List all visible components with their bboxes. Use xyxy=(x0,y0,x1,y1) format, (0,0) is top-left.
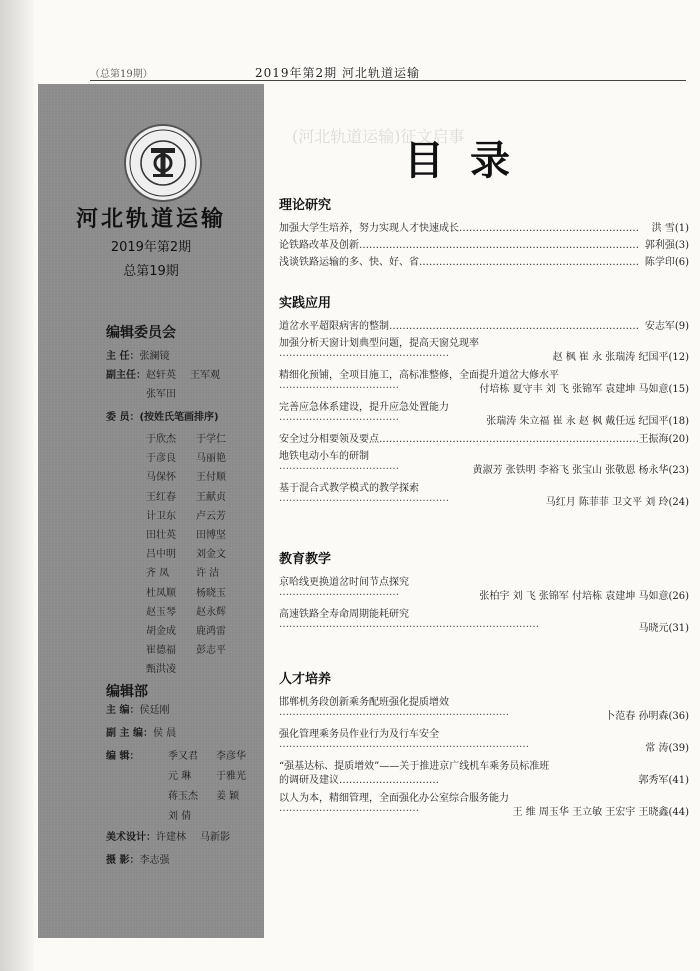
toc-leader-dots: …………………………………………………………………… xyxy=(279,619,539,630)
toc-entry-title: 高速铁路全寿命周期能耗研究 xyxy=(279,609,409,620)
period-tag: （总第19期） xyxy=(90,69,153,80)
toc-entry-title: 邯郸机务段创新乘务配班强化提质增效 xyxy=(279,697,449,708)
editorial-board-title: 编辑委员会 xyxy=(106,325,176,341)
toc-entry-authors: 赵 枫 崔 永 张瑞涛 纪国平(12) xyxy=(552,352,689,363)
toc-entry-title: 精细化预铺，全项目施工，高标准整修，全面提升道岔大修水平 xyxy=(279,370,559,381)
vice-director-label: 副主任： xyxy=(106,370,146,381)
toc-entry-title: 浅谈铁路运输的多、快、好、省………………………………………………………… xyxy=(279,257,639,268)
editor-name: 姜 颖 xyxy=(216,791,240,802)
toc-category: 人才培养 xyxy=(279,672,332,687)
toc-entry[interactable] xyxy=(279,479,689,509)
toc-entry-authors: 洪 雪(1) xyxy=(651,223,689,234)
toc-leader-dots: ……………………………… xyxy=(279,587,399,598)
toc-entry[interactable] xyxy=(279,447,689,477)
board-member-name: 齐 凤 xyxy=(146,568,170,580)
toc-entry-title: 论铁路改革及创新………………………………………………………………………… xyxy=(279,240,639,251)
toc-entry-authors: 郭利强(3) xyxy=(644,240,689,251)
board-member-name: 甄洪凌 xyxy=(146,664,176,676)
members-label: 委 员： xyxy=(106,412,140,423)
board-member-name: 计卫东 xyxy=(146,510,176,522)
board-member-name: 田博坚 xyxy=(196,530,226,541)
toc-entry[interactable] xyxy=(279,317,689,333)
toc-entry-authors: 马晓元(31) xyxy=(638,623,689,634)
toc-entry-authors: 黄淑芳 张铁明 李裕飞 张宝山 张敬恩 杨永华(23) xyxy=(472,465,689,476)
total-issue-line: 总第19期 xyxy=(123,264,179,279)
director-row xyxy=(106,347,169,362)
vice-director-row xyxy=(106,366,220,381)
table-of-contents xyxy=(264,84,700,971)
art-designer-name: 许建林 xyxy=(156,832,186,843)
toc-entry[interactable] xyxy=(279,725,689,755)
header-rule xyxy=(90,80,686,81)
toc-category: 实践应用 xyxy=(279,296,332,311)
art-designer-name: 马新影 xyxy=(200,832,230,843)
running-header xyxy=(90,64,690,80)
board-member-name: 王红春 xyxy=(146,491,176,503)
board-member-name: 王献贞 xyxy=(196,491,226,503)
board-member-name: 于彦良 xyxy=(146,453,176,465)
board-member-name: 彭志平 xyxy=(196,645,226,657)
toc-entry-authors: 陈学印(6) xyxy=(644,257,689,268)
toc-entry[interactable] xyxy=(279,757,689,787)
toc-entry[interactable] xyxy=(279,334,689,364)
toc-entry-authors: 张瑞涛 朱立福 崔 永 赵 枫 戴任远 纪国平(18) xyxy=(486,416,689,427)
toc-entry-authors: 王 维 周玉华 王立敏 王宏宇 王晓鑫(44) xyxy=(512,807,689,818)
editor-name: 元 琳 xyxy=(168,771,192,782)
art-design-label: 美术设计： xyxy=(106,832,156,843)
photo-label: 摄 影： xyxy=(106,855,140,866)
toc-entry[interactable] xyxy=(279,789,689,819)
toc-leader-dots: …………………………………………… xyxy=(279,493,449,504)
toc-entry-title: 道岔水平超限病害的整制………………………………………………………………… xyxy=(279,321,639,332)
board-member-name: 赵玉琴 xyxy=(146,606,176,618)
toc-entry-title: 京哈线更换道岔时间节点探究 xyxy=(279,577,409,588)
editorial-dept-title: 编辑部 xyxy=(106,684,148,700)
editor-name: 李彦华 xyxy=(216,751,246,762)
toc-entry-title: 以人为本，精细管理，全面强化办公室综合服务能力 xyxy=(279,793,509,804)
toc-entry[interactable] xyxy=(279,430,689,446)
toc-entry-authors: 郭秀军(41) xyxy=(638,775,689,786)
members-note: (按姓氏笔画排序) xyxy=(139,412,219,423)
toc-entry[interactable] xyxy=(279,253,689,269)
board-member-name: 许 洁 xyxy=(196,568,220,580)
chief-editor-name: 侯廷刚 xyxy=(139,705,170,716)
board-member-name: 崔德福 xyxy=(146,645,176,657)
vice-director-name: 赵轩英 xyxy=(146,370,176,381)
toc-entry[interactable] xyxy=(279,366,689,396)
board-member-name: 马保怀 xyxy=(146,472,176,484)
toc-category: 教育教学 xyxy=(279,552,332,567)
board-member-name: 赵永辉 xyxy=(196,606,226,618)
issue-line: 2019年第2期 xyxy=(110,240,192,255)
editor-name: 季又君 xyxy=(168,751,198,762)
toc-entry-authors: 卜范春 孙明森(36) xyxy=(605,711,689,722)
toc-leader-dots: …………………………………… xyxy=(279,803,419,814)
editor-name: 蒋玉杰 xyxy=(168,791,198,802)
deputy-editor-label: 副 主 编： xyxy=(106,728,153,739)
board-member-name: 于欣杰 xyxy=(146,434,176,445)
toc-entry-authors: 张柏宇 刘 飞 张锦军 付培栋 袁建坤 马如意(26) xyxy=(479,591,689,602)
toc-entry-title: 完善应急体系建设，提升应急处置能力 xyxy=(279,402,449,413)
board-member-name: 王付顺 xyxy=(196,472,226,484)
board-member-name: 吕中明 xyxy=(146,549,176,561)
toc-leader-dots: ……………………………… xyxy=(279,461,399,472)
toc-entry-title: 加强分析天窗计划典型问题，提高天窗兑现率 xyxy=(279,338,479,349)
board-member-name: 于学仁 xyxy=(196,434,226,445)
toc-leader-dots: …………………………………………………………… xyxy=(279,707,509,718)
toc-entry-title: 基于混合式教学模式的教学探索 xyxy=(279,483,419,494)
toc-entry-authors: 付培栋 夏守丰 刘 飞 张锦军 袁建坤 马如意(15) xyxy=(479,384,689,395)
toc-title: 目录 xyxy=(404,137,536,184)
director-label: 主 任： xyxy=(106,351,140,362)
toc-entry[interactable] xyxy=(279,398,689,428)
chief-editor-label: 主 编： xyxy=(106,705,140,716)
editors-row xyxy=(106,747,139,762)
toc-category: 理论研究 xyxy=(279,198,332,213)
board-member-name: 杨晓玉 xyxy=(196,587,226,599)
toc-entry-authors: 常 涛(39) xyxy=(645,743,689,754)
deputy-editor-name: 侯 晨 xyxy=(152,728,177,739)
toc-entry-title: 安全过分相要领及要点…………………………………………………………………… xyxy=(279,434,639,445)
show-through-text: (河北轨道运输)征文启事 xyxy=(292,127,465,146)
board-member-name: 卢云芳 xyxy=(196,510,226,522)
binding-edge xyxy=(0,0,34,971)
vice-director-name: 张军田 xyxy=(146,389,176,400)
college-logo-icon xyxy=(124,124,202,202)
director-name: 张澜镜 xyxy=(139,351,170,362)
toc-entry-title: 的调研及建议………………………… xyxy=(279,775,439,786)
toc-entry[interactable] xyxy=(279,573,689,603)
toc-leader-dots: …………………………………………… xyxy=(279,348,449,359)
art-design-row xyxy=(106,828,230,843)
board-member-name: 胡金成 xyxy=(146,626,176,637)
chief-editor-row xyxy=(106,701,169,716)
board-member-name: 田壮英 xyxy=(146,530,176,541)
masthead-panel xyxy=(38,84,264,938)
toc-entry[interactable] xyxy=(279,605,689,635)
toc-entry-title: 地铁电动小车的研制 xyxy=(279,451,369,462)
toc-entry-authors: 马红月 陈菲菲 卫文平 刘 玲(24) xyxy=(545,497,689,508)
toc-entry-title: 加强大学生培养，努力实现人才快速成长……………………………………………… xyxy=(279,223,639,234)
journal-name: 河北轨道运输 xyxy=(75,206,226,232)
photo-row xyxy=(106,851,169,866)
board-member-name: 杜凤顺 xyxy=(146,587,176,599)
toc-entry-title: 强化管理乘务员作业行为及行车安全 xyxy=(279,729,439,740)
toc-leader-dots: ……………………………… xyxy=(279,380,399,391)
members-row xyxy=(106,408,219,423)
toc-leader-dots: ……………………………… xyxy=(279,412,399,423)
vice-director-name: 王军观 xyxy=(190,370,220,381)
editors-label: 编 辑： xyxy=(106,751,140,762)
toc-entry[interactable] xyxy=(279,236,689,252)
header-title: 2019年第2期 河北轨道运输 xyxy=(255,66,420,80)
board-member-name: 马丽艳 xyxy=(196,453,226,465)
toc-entry-authors: 安志军(9) xyxy=(644,321,689,332)
toc-entry-authors: 王振海(20) xyxy=(638,434,689,445)
photographer-name: 李志强 xyxy=(139,855,170,866)
editor-name: 于雅光 xyxy=(216,771,246,782)
toc-entry[interactable] xyxy=(279,219,689,235)
toc-leader-dots: ………………………………………………………………… xyxy=(279,739,529,750)
deputy-editor-row xyxy=(106,724,176,739)
toc-entry[interactable] xyxy=(279,693,689,723)
board-member-name: 刘金文 xyxy=(196,549,226,561)
toc-entry-title: “强基达标、提质增效”——关于推进京广线机车乘务员标准班 xyxy=(279,761,550,772)
board-member-name: 鹿鸿雷 xyxy=(196,626,226,637)
editor-name: 刘 倩 xyxy=(168,811,192,822)
